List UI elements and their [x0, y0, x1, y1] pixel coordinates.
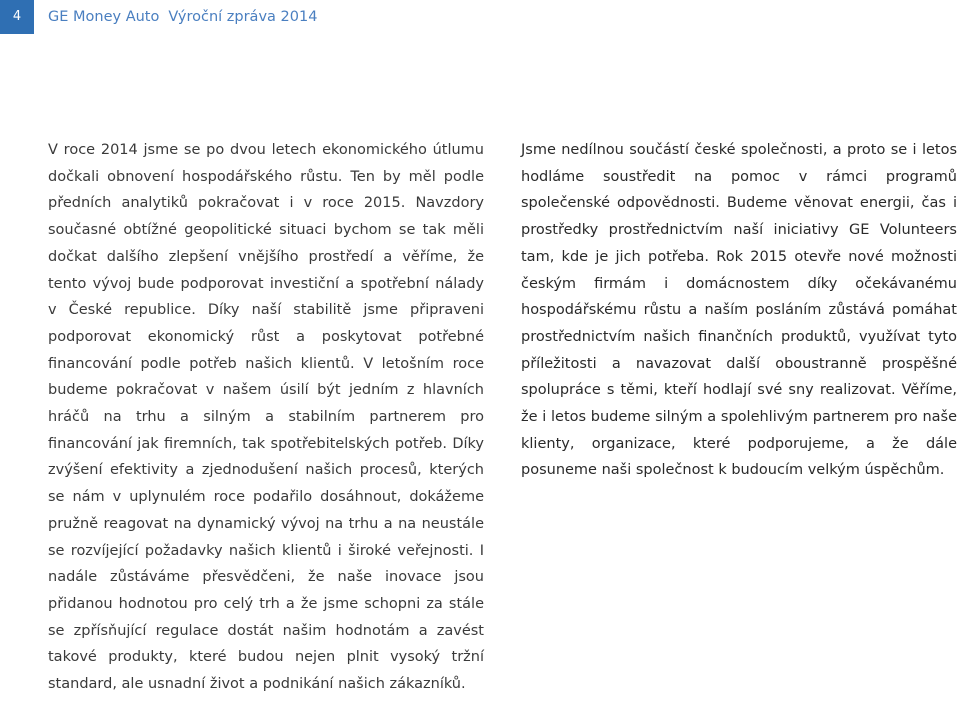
report-title: Výroční zpráva 2014 [168, 9, 318, 25]
right-column [521, 137, 957, 484]
company-name: GE Money Auto [48, 9, 160, 25]
page-number: 4 [0, 0, 34, 34]
right-column-text: Jsme nedílnou součástí české společnosti, a proto se i letos hodláme soustředit na pomoc v rámci programů společenské odpovědnosti. Budeme věnovat energii, čas i prostředky prostřednictvím naší iniciativy GE Volunteers tam, kde je jich potřeba. Rok 2015 otevře nové možnosti českým firmám i domácnostem díky očekávanému hospodářskému růstu a naším posláním zůstává pomáhat prostřednictvím našich finančních produktů, využívat tyto příležitosti a navazovat další oboustranně prospěšné spolupráce s těmi, kteří hodlají své sny realizovat. Věříme, že i letos budeme silným a spolehlivým partnerem pro naše klienty, organizace, které podporujeme, a že dále posuneme naši společnost k budoucím velkým úspěchům. [521, 142, 957, 479]
left-column [48, 137, 484, 698]
running-header [48, 9, 317, 25]
left-column-text: V roce 2014 jsme se po dvou letech ekonomického útlumu dočkali obnovení hospodářského růstu. Ten by měl podle předních analytiků pokračovat i v roce 2015. Navzdory současné obtížné geopolitické situaci bychom se tak měli dočkat dalšího zlepšení vnějšího prostředí a věříme, že tento vývoj bude podporovat investiční a spotřební nálady v České republice. Díky naší stabilitě jsme připraveni podporovat ekonomický růst a poskytovat potřebné financování podle potřeb našich klientů. V letošním roce budeme pokračovat v našem úsilí být jedním z hlavních hráčů na trhu a silným a stabilním partnerem pro financování jak firemních, tak spotřebitelských potřeb. Díky zvýšení efektivity a zjednodušení našich procesů, kterých se nám v uplynulém roce podařilo dosáhnout, dokážeme pružně reagovat na dynamický vývoj na trhu a na neustále se rozvíjející požadavky našich klientů i široké veřejnosti. I nadále zůstáváme přesvědčeni, že naše inovace jsou přidanou hodnotou pro celý trh a že jsme schopni za stále se zpřísňující regulace dostát našim hodnotám a zavést takové produkty, které budou nejen plnit vysoký tržní standard, ale usnadní život a podnikání našich zákazníků. [48, 142, 484, 693]
